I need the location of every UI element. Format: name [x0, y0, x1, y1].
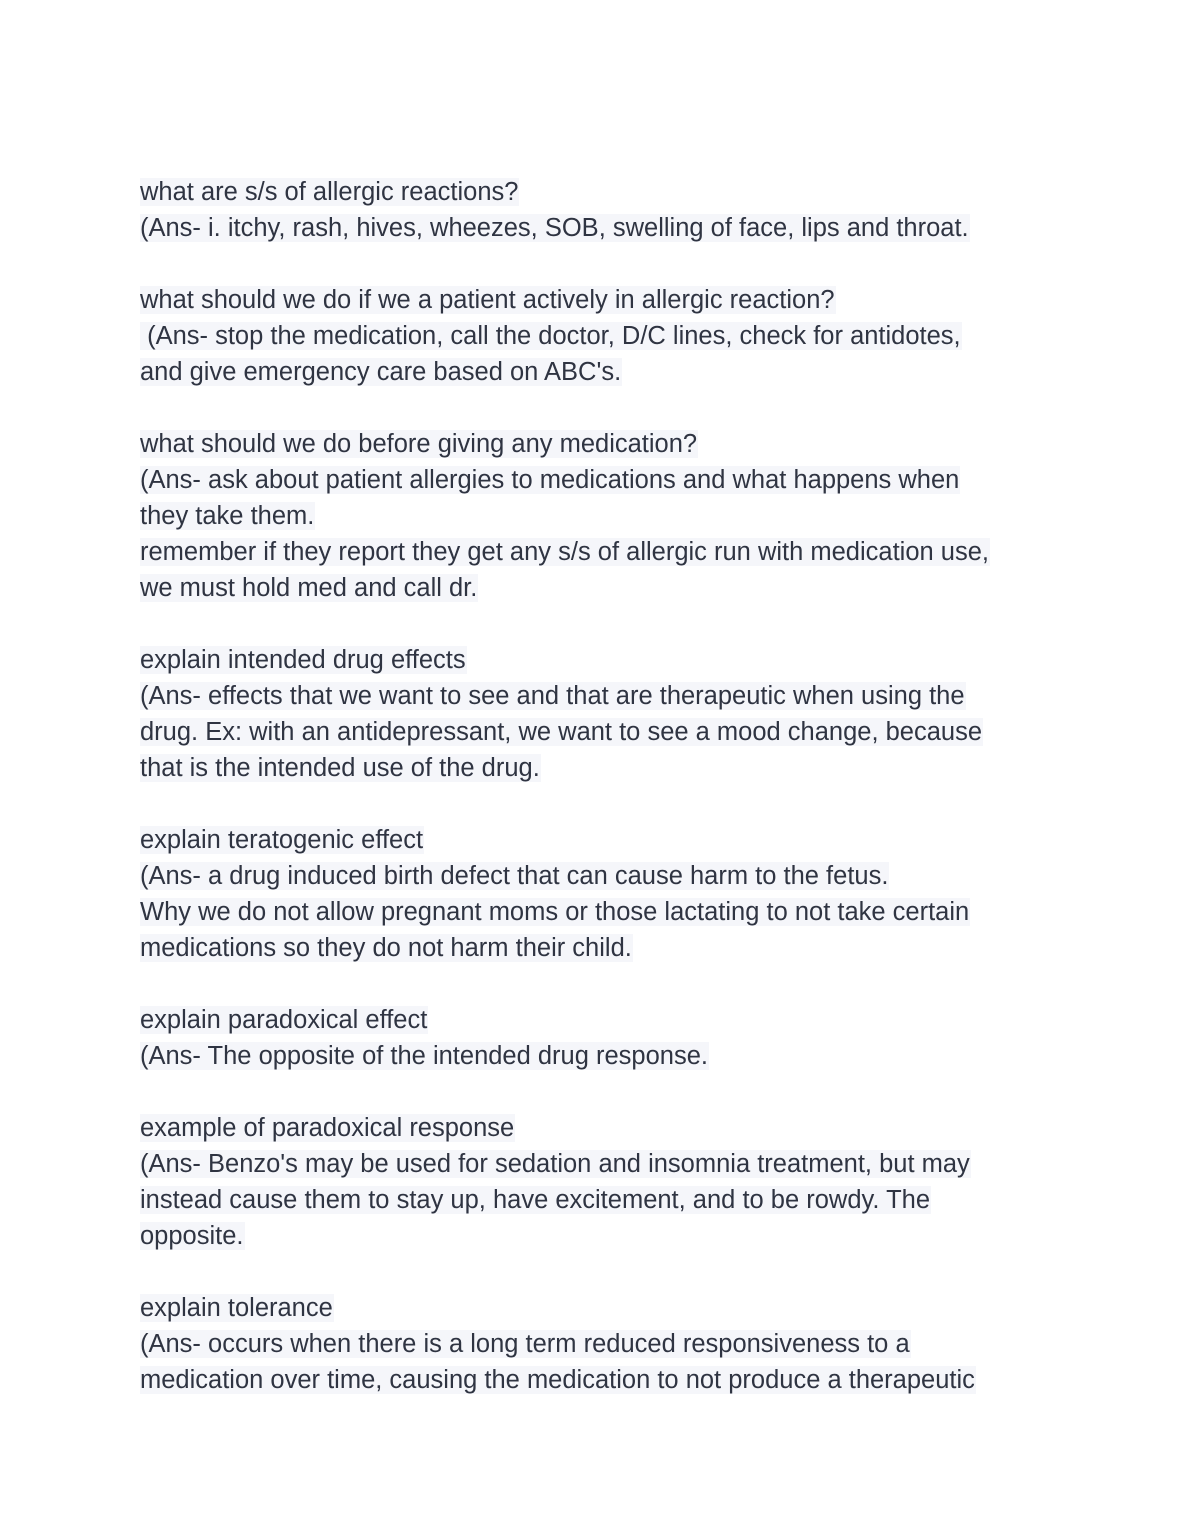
blank-line [140, 786, 1060, 822]
blank-line [140, 246, 1060, 282]
question-line: explain teratogenic effect [140, 826, 424, 854]
answer-line: that is the intended use of the drug. [140, 754, 540, 782]
question-line: explain intended drug effects [140, 646, 466, 674]
answer-line: (Ans- a drug induced birth defect that can cause harm to the fetus. [140, 862, 889, 890]
answer-line: medications so they do not harm their child. [140, 934, 632, 962]
answer-line: medication over time, causing the medication to not produce a therapeutic [140, 1366, 975, 1394]
question-line: what are s/s of allergic reactions? [140, 178, 519, 206]
document-page [140, 174, 1060, 1398]
answer-line: (Ans- Benzo's may be used for sedation and insomnia treatment, but may [140, 1150, 970, 1178]
answer-line: we must hold med and call dr. [140, 574, 478, 602]
answer-line: instead cause them to stay up, have excitement, and to be rowdy. The [140, 1186, 931, 1214]
question-line: explain tolerance [140, 1294, 333, 1322]
answer-line: remember if they report they get any s/s of allergic run with medication use, [140, 538, 989, 566]
blank-line [140, 606, 1060, 642]
answer-line: (Ans- occurs when there is a long term reduced responsiveness to a [140, 1330, 910, 1358]
answer-line: opposite. [140, 1222, 244, 1250]
question-line: example of paradoxical response [140, 1114, 515, 1142]
question-line: what should we do if we a patient actively in allergic reaction? [140, 286, 835, 314]
answer-line: (Ans- ask about patient allergies to medications and what happens when [140, 466, 960, 494]
answer-line: (Ans- The opposite of the intended drug response. [140, 1042, 708, 1070]
blank-line [140, 966, 1060, 1002]
question-line: what should we do before giving any medication? [140, 430, 698, 458]
answer-line: drug. Ex: with an antidepressant, we want to see a mood change, because [140, 718, 983, 746]
question-line: explain paradoxical effect [140, 1006, 428, 1034]
blank-line [140, 390, 1060, 426]
answer-line: and give emergency care based on ABC's. [140, 358, 622, 386]
answer-line: (Ans- stop the medication, call the doctor, D/C lines, check for antidotes, [140, 322, 961, 350]
answer-line: they take them. [140, 502, 315, 530]
blank-line [140, 1074, 1060, 1110]
answer-line: Why we do not allow pregnant moms or those lactating to not take certain [140, 898, 970, 926]
answer-line: (Ans- effects that we want to see and that are therapeutic when using the [140, 682, 965, 710]
answer-line: (Ans- i. itchy, rash, hives, wheezes, SOB, swelling of face, lips and throat. [140, 214, 969, 242]
blank-line [140, 1254, 1060, 1290]
